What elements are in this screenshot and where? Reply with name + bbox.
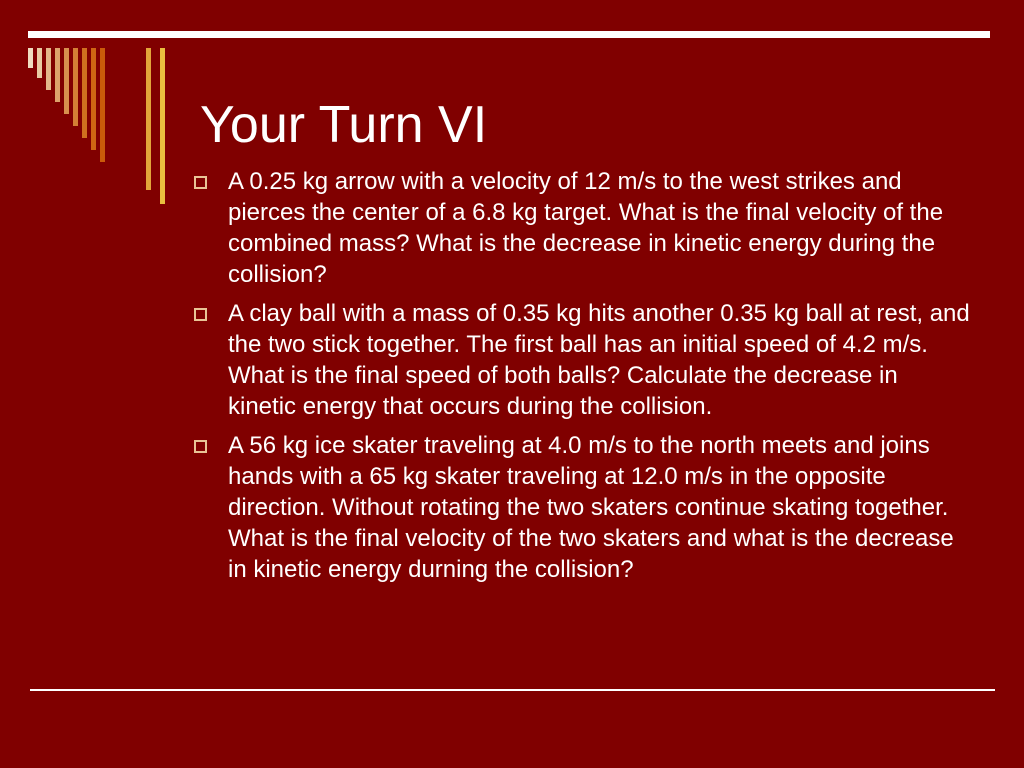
bottom-rule [30, 689, 995, 691]
bullet-item [190, 298, 970, 422]
decorative-stripe [100, 48, 105, 162]
top-rule [28, 31, 990, 38]
bullet-text: A 56 kg ice skater traveling at 4.0 m/s to the north meets and joins hands with a 65 kg skater traveling at 12.0 m/s in the opposite direction. Without rotating the two skaters continue skating together. What is the final velocity of the two skaters and what is the decrease in kinetic energy durning the collision? [228, 432, 954, 583]
decorative-stripe [46, 48, 51, 90]
decorative-stripe [55, 48, 60, 102]
decorative-stripe [160, 48, 165, 204]
decorative-stripe [73, 48, 78, 126]
bullet-text: A clay ball with a mass of 0.35 kg hits another 0.35 kg ball at rest, and the two stick together. The first ball has an initial speed of 4.2 m/s. What is the final speed of both balls? Calculate the decrease in kinetic energy that occurs during the collision. [228, 300, 970, 420]
slide-title: Your Turn VI [200, 96, 488, 154]
decorative-stripe [28, 48, 33, 68]
square-bullet-icon [194, 308, 207, 321]
bullet-text: A 0.25 kg arrow with a velocity of 12 m/s to the west strikes and pierces the center of a 6.8 kg target. What is the final velocity of the combined mass? What is the decrease in kinetic energy during the collision? [228, 168, 944, 288]
bullet-list [190, 166, 970, 593]
decorative-stripe [64, 48, 69, 114]
square-bullet-icon [194, 176, 207, 189]
decorative-stripe [146, 48, 151, 190]
decorative-stripe [82, 48, 87, 138]
bullet-item [190, 166, 970, 290]
square-bullet-icon [194, 440, 207, 453]
decorative-stripe [37, 48, 42, 78]
decorative-stripe [91, 48, 96, 150]
bullet-item [190, 430, 970, 585]
